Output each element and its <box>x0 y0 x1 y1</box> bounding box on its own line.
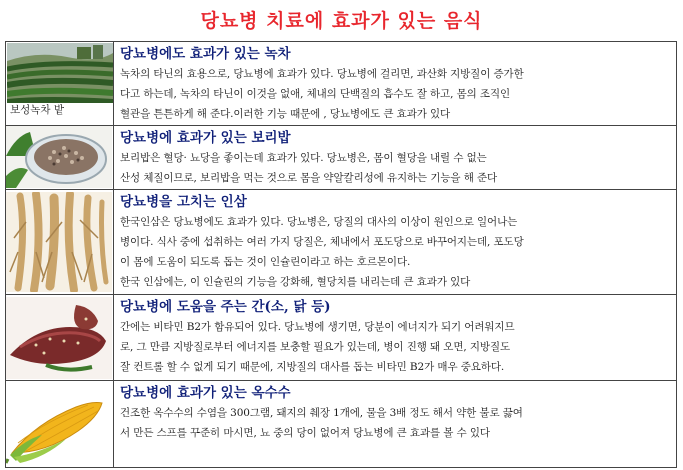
row-image-cell <box>6 126 114 190</box>
barley-rice-bowl-icon <box>6 126 112 188</box>
table-row <box>6 190 677 295</box>
body-line: 로, 그 만큼 지방질로부터 에너지를 보충할 필요가 있는데, 병이 진행 돼 오면, 지방질도 <box>120 341 511 353</box>
body-line: 건조한 옥수수의 수염을 300그램, 돼지의 췌장 1개에, 물을 3배 정도 해서 약한 불로 끓여 <box>120 407 523 419</box>
image-caption: 보성녹차 밭 <box>10 104 65 116</box>
row-text-cell <box>114 126 677 190</box>
row-body <box>120 64 670 124</box>
row-title: 당뇨병에 효과가 있는 옥수수 <box>120 385 291 401</box>
body-line: 산성 체질이므로, 보리밥을 먹는 것으로 몸을 약알칼리성에 유지하는 기능을 해 준다 <box>120 172 498 184</box>
body-line: 혈관을 튼튼하게 해 준다.이러한 기능 때문에 , 당뇨병에도 큰 효과가 있다 <box>120 108 451 120</box>
row-body <box>120 148 670 188</box>
body-line: 이 몸에 도움이 되도록 돕는 것이 인슐린이라고 하는 호르몬이다. <box>120 256 411 268</box>
row-title: 당뇨병에도 효과가 있는 녹차 <box>120 46 291 62</box>
row-body <box>120 317 670 377</box>
body-line: 잘 컨트롤 할 수 없게 되기 때문에, 지방질의 대사를 돕는 비타민 B2가 매우 중요하다. <box>120 361 505 373</box>
body-line: 보리밥은 혈당· 뇨당을 좋이는데 효과가 있다. 당뇨병은, 몸이 혈당을 내릴 수 없는 <box>120 152 487 164</box>
table-row <box>6 295 677 381</box>
food-table <box>5 41 677 468</box>
row-title: 당뇨병에 도움을 주는 간(소, 닭 등) <box>120 299 331 315</box>
row-text-cell <box>114 295 677 381</box>
row-title: 당뇨병을 고치는 인삼 <box>120 194 247 210</box>
body-line: 다고 하는데, 녹차의 타닌이 이것을 없애, 체내의 단백질의 흡수도 잘 하고, 몸의 조직인 <box>120 88 511 100</box>
body-line: 한국 인삼에는, 이 인슐린의 기능을 강화해, 혈당치를 내리는데 큰 효과가 있다 <box>120 276 471 288</box>
row-body <box>120 212 670 292</box>
body-line: 녹차의 타닌의 효용으로, 당뇨병에 효과가 있다. 당뇨병에 걸리면, 과산화 지방질이 증가한 <box>120 68 524 80</box>
body-line: 한국인삼은 당뇨병에도 효과가 있다. 당뇨병은, 당질의 대사의 이상이 원인으로 일어나는 <box>120 216 518 228</box>
row-body <box>120 403 670 443</box>
row-text-cell <box>114 381 677 468</box>
body-line: 간에는 비타민 B2가 함유되어 있다. 당뇨병에 생기면, 당분이 에너지가 되기 어려워지므 <box>120 321 515 333</box>
row-text-cell <box>114 42 677 126</box>
row-image-cell <box>6 381 114 468</box>
table-row <box>6 126 677 190</box>
corn-cob-icon <box>6 383 112 465</box>
row-image-cell <box>6 295 114 381</box>
row-image-cell <box>6 42 114 126</box>
body-line: 서 만든 스프를 꾸준히 마시면, 뇨 중의 당이 없어져 당뇨병에 큰 효과를 볼 수 있다 <box>120 427 490 439</box>
table-row <box>6 42 677 126</box>
row-text-cell <box>114 190 677 295</box>
row-image-cell <box>6 190 114 295</box>
ginseng-roots-icon <box>6 192 112 292</box>
green-tea-field-icon <box>7 43 113 103</box>
row-title: 당뇨병에 효과가 있는 보리밥 <box>120 130 291 146</box>
table-row <box>6 381 677 468</box>
body-line: 병이다. 식사 중에 섭취하는 여러 가지 당질은, 체내에서 포도당으로 바꾸어지는데, 포도당 <box>120 236 524 248</box>
page-title: 당뇨병 치료에 효과가 있는 음식 <box>200 10 483 32</box>
grilled-liver-icon <box>6 297 112 379</box>
